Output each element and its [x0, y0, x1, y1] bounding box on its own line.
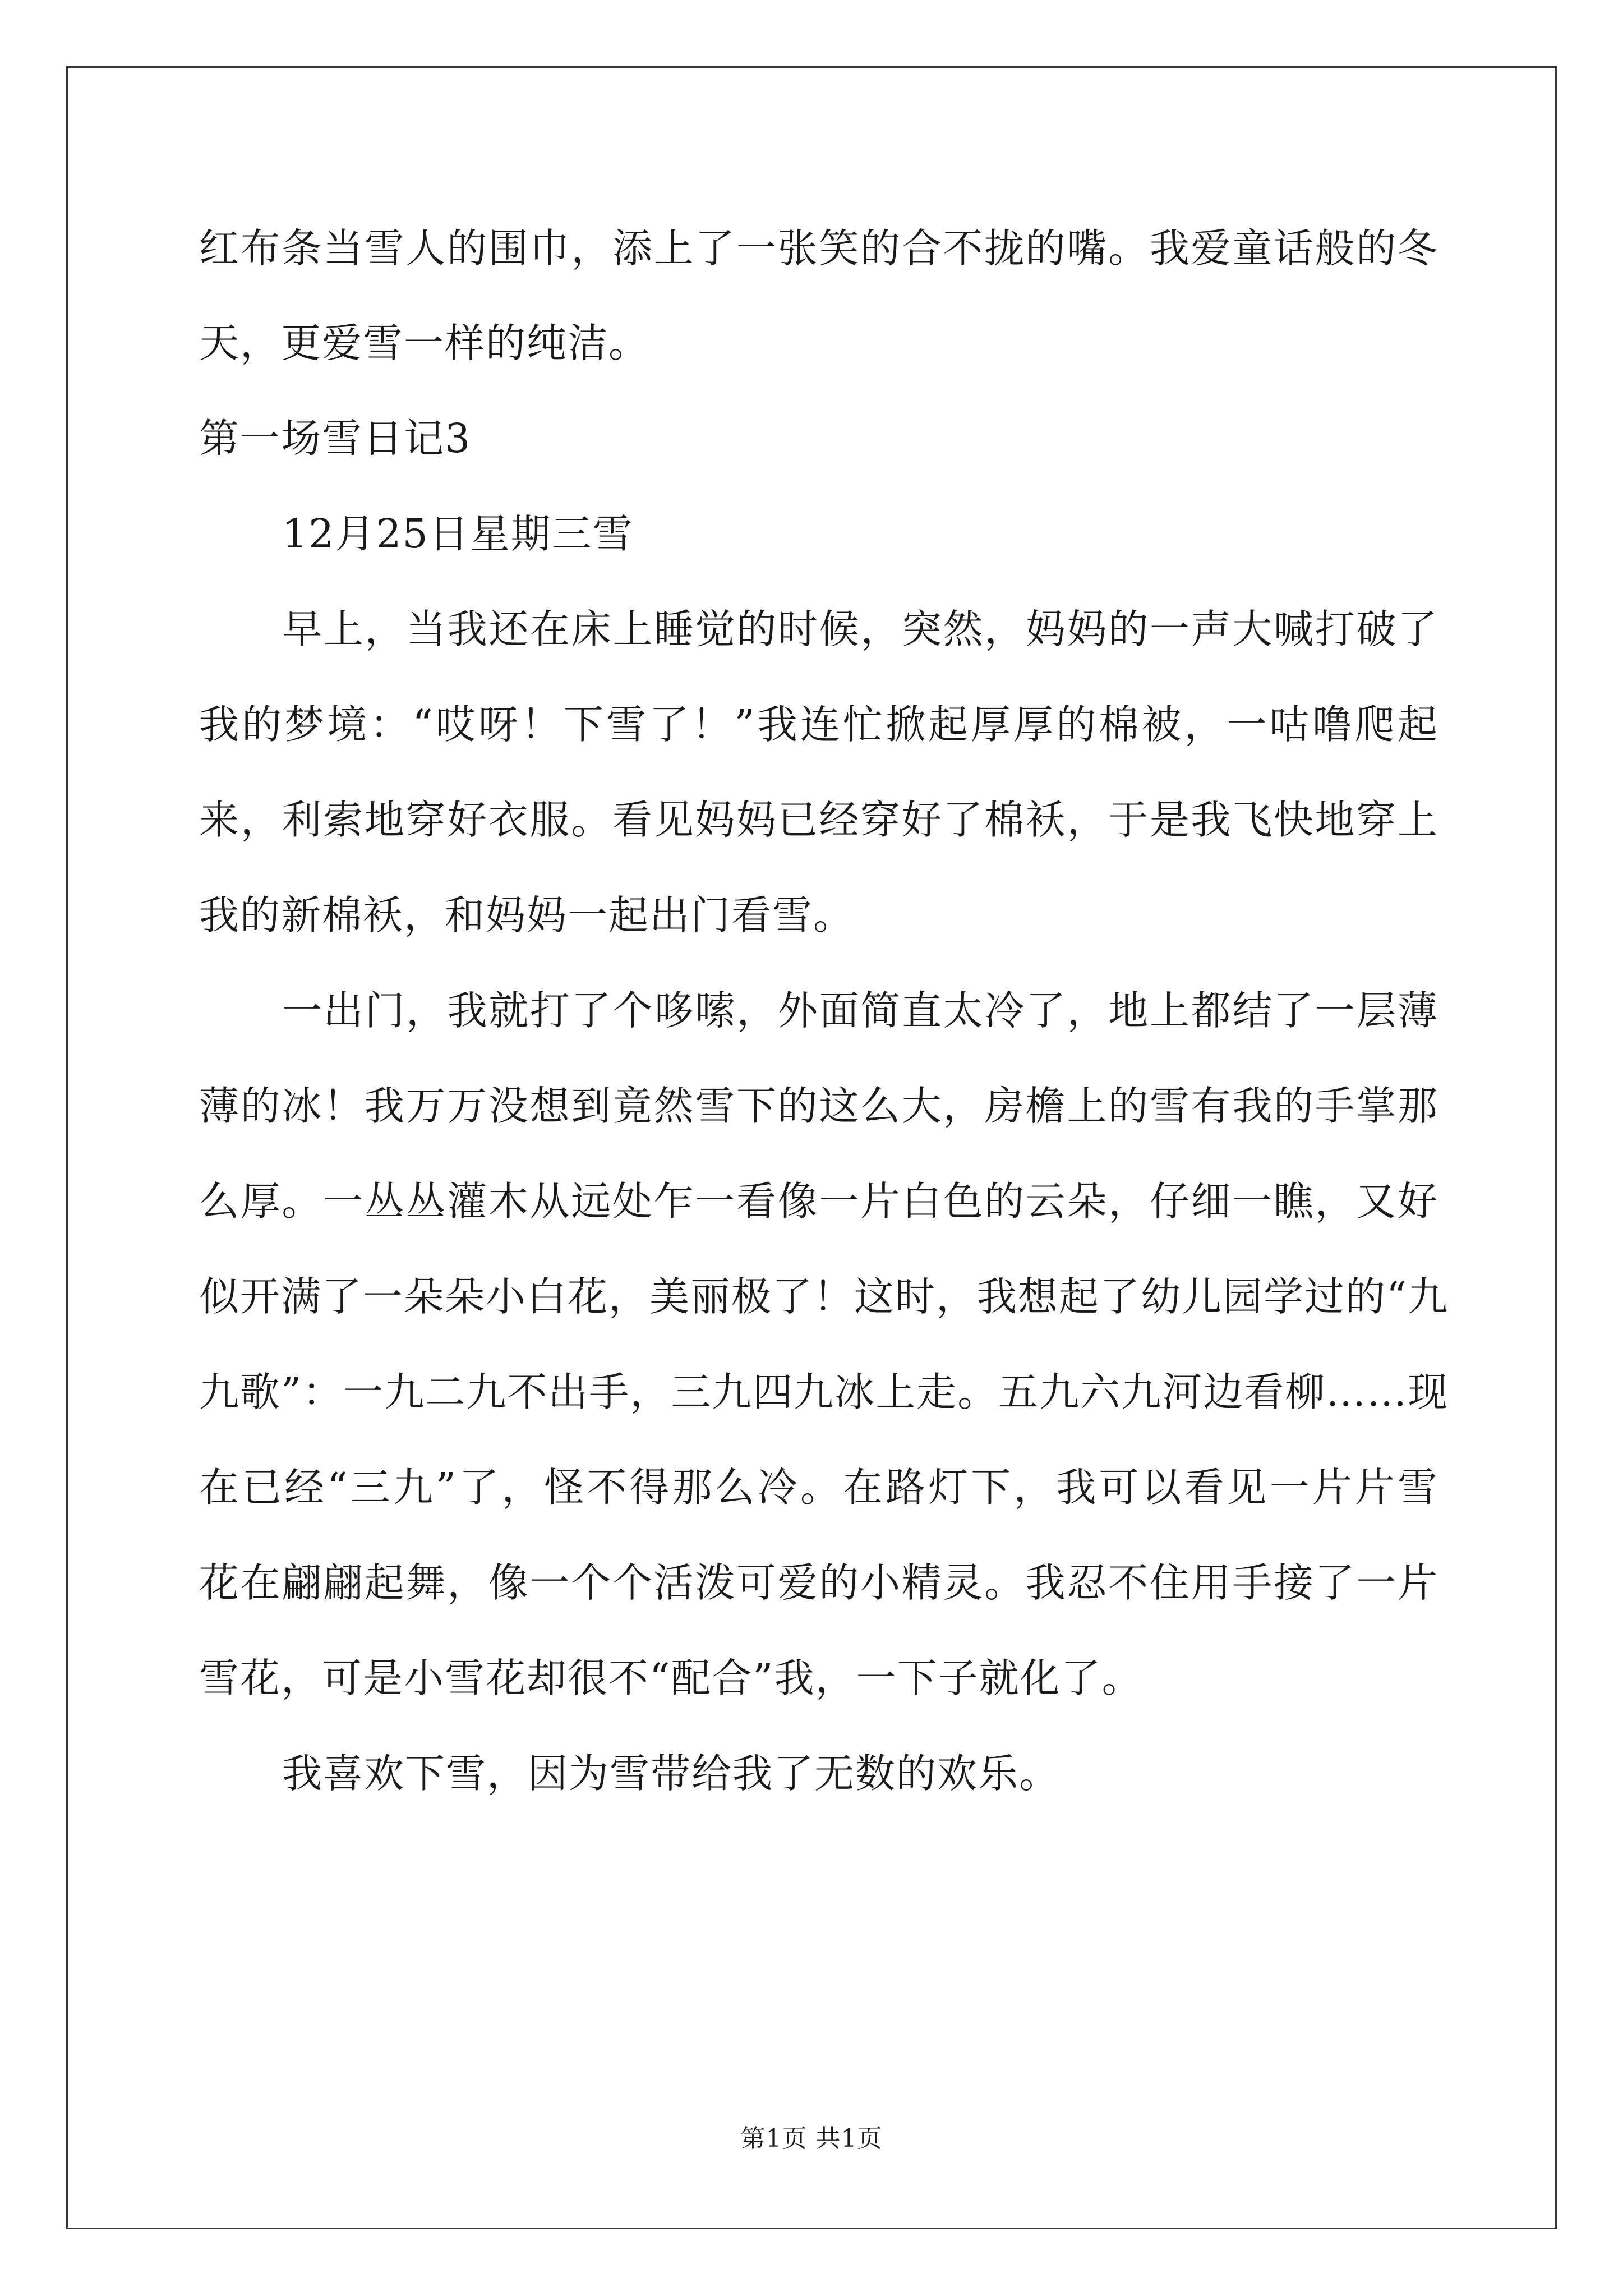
paragraph-line: 在已经“三九”了，怪不得那么冷。在路灯下，我可以看见一片片雪	[199, 1464, 1438, 1511]
paragraph-line: 我的新棉袄，和妈妈一起出门看雪。	[199, 892, 855, 938]
paragraph-line: 早上，当我还在床上睡觉的时候，突然，妈妈的一声大喊打破了	[282, 606, 1438, 652]
paragraph-line: 我喜欢下雪，因为雪带给我了无数的欢乐。	[282, 1750, 1061, 1797]
paragraph-line: 薄的冰！我万万没想到竟然雪下的这么大，房檐上的雪有我的手掌那	[199, 1083, 1438, 1129]
page-border	[66, 66, 1557, 2229]
paragraph-line: 天，更爱雪一样的纯洁。	[199, 320, 650, 366]
paragraph-line: 雪花，可是小雪花却很不“配合”我，一下子就化了。	[199, 1655, 1143, 1701]
section-heading: 第一场雪日记3	[199, 415, 472, 462]
diary-date-line: 12月25日星期三雪	[282, 510, 634, 557]
page-number: 第1页 共1页	[740, 2124, 883, 2153]
paragraph-line: 红布条当雪人的围巾，添上了一张笑的合不拢的嘴。我爱童话般的冬	[199, 225, 1438, 272]
paragraph-line: 来，利索地穿好衣服。看见妈妈已经穿好了棉袄，于是我飞快地穿上	[199, 797, 1438, 843]
paragraph-line: 九歌”：一九二九不出手，三九四九冰上走。五九六九河边看柳……现	[199, 1369, 1449, 1415]
page-footer	[0, 2123, 1623, 2155]
paragraph-line: 花在翩翩起舞，像一个个活泼可爱的小精灵。我忍不住用手接了一片	[199, 1559, 1438, 1606]
paragraph-line: 么厚。一丛丛灌木从远处乍一看像一片白色的云朵，仔细一瞧，又好	[199, 1178, 1438, 1225]
paragraph-line: 我的梦境：“哎呀！下雪了！”我连忙掀起厚厚的棉被，一咕噜爬起	[199, 701, 1438, 748]
paragraph-line: 似开满了一朵朵小白花，美丽极了！这时，我想起了幼儿园学过的“九	[199, 1273, 1449, 1320]
paragraph-line: 一出门，我就打了个哆嗦，外面简直太冷了，地上都结了一层薄	[282, 987, 1438, 1034]
